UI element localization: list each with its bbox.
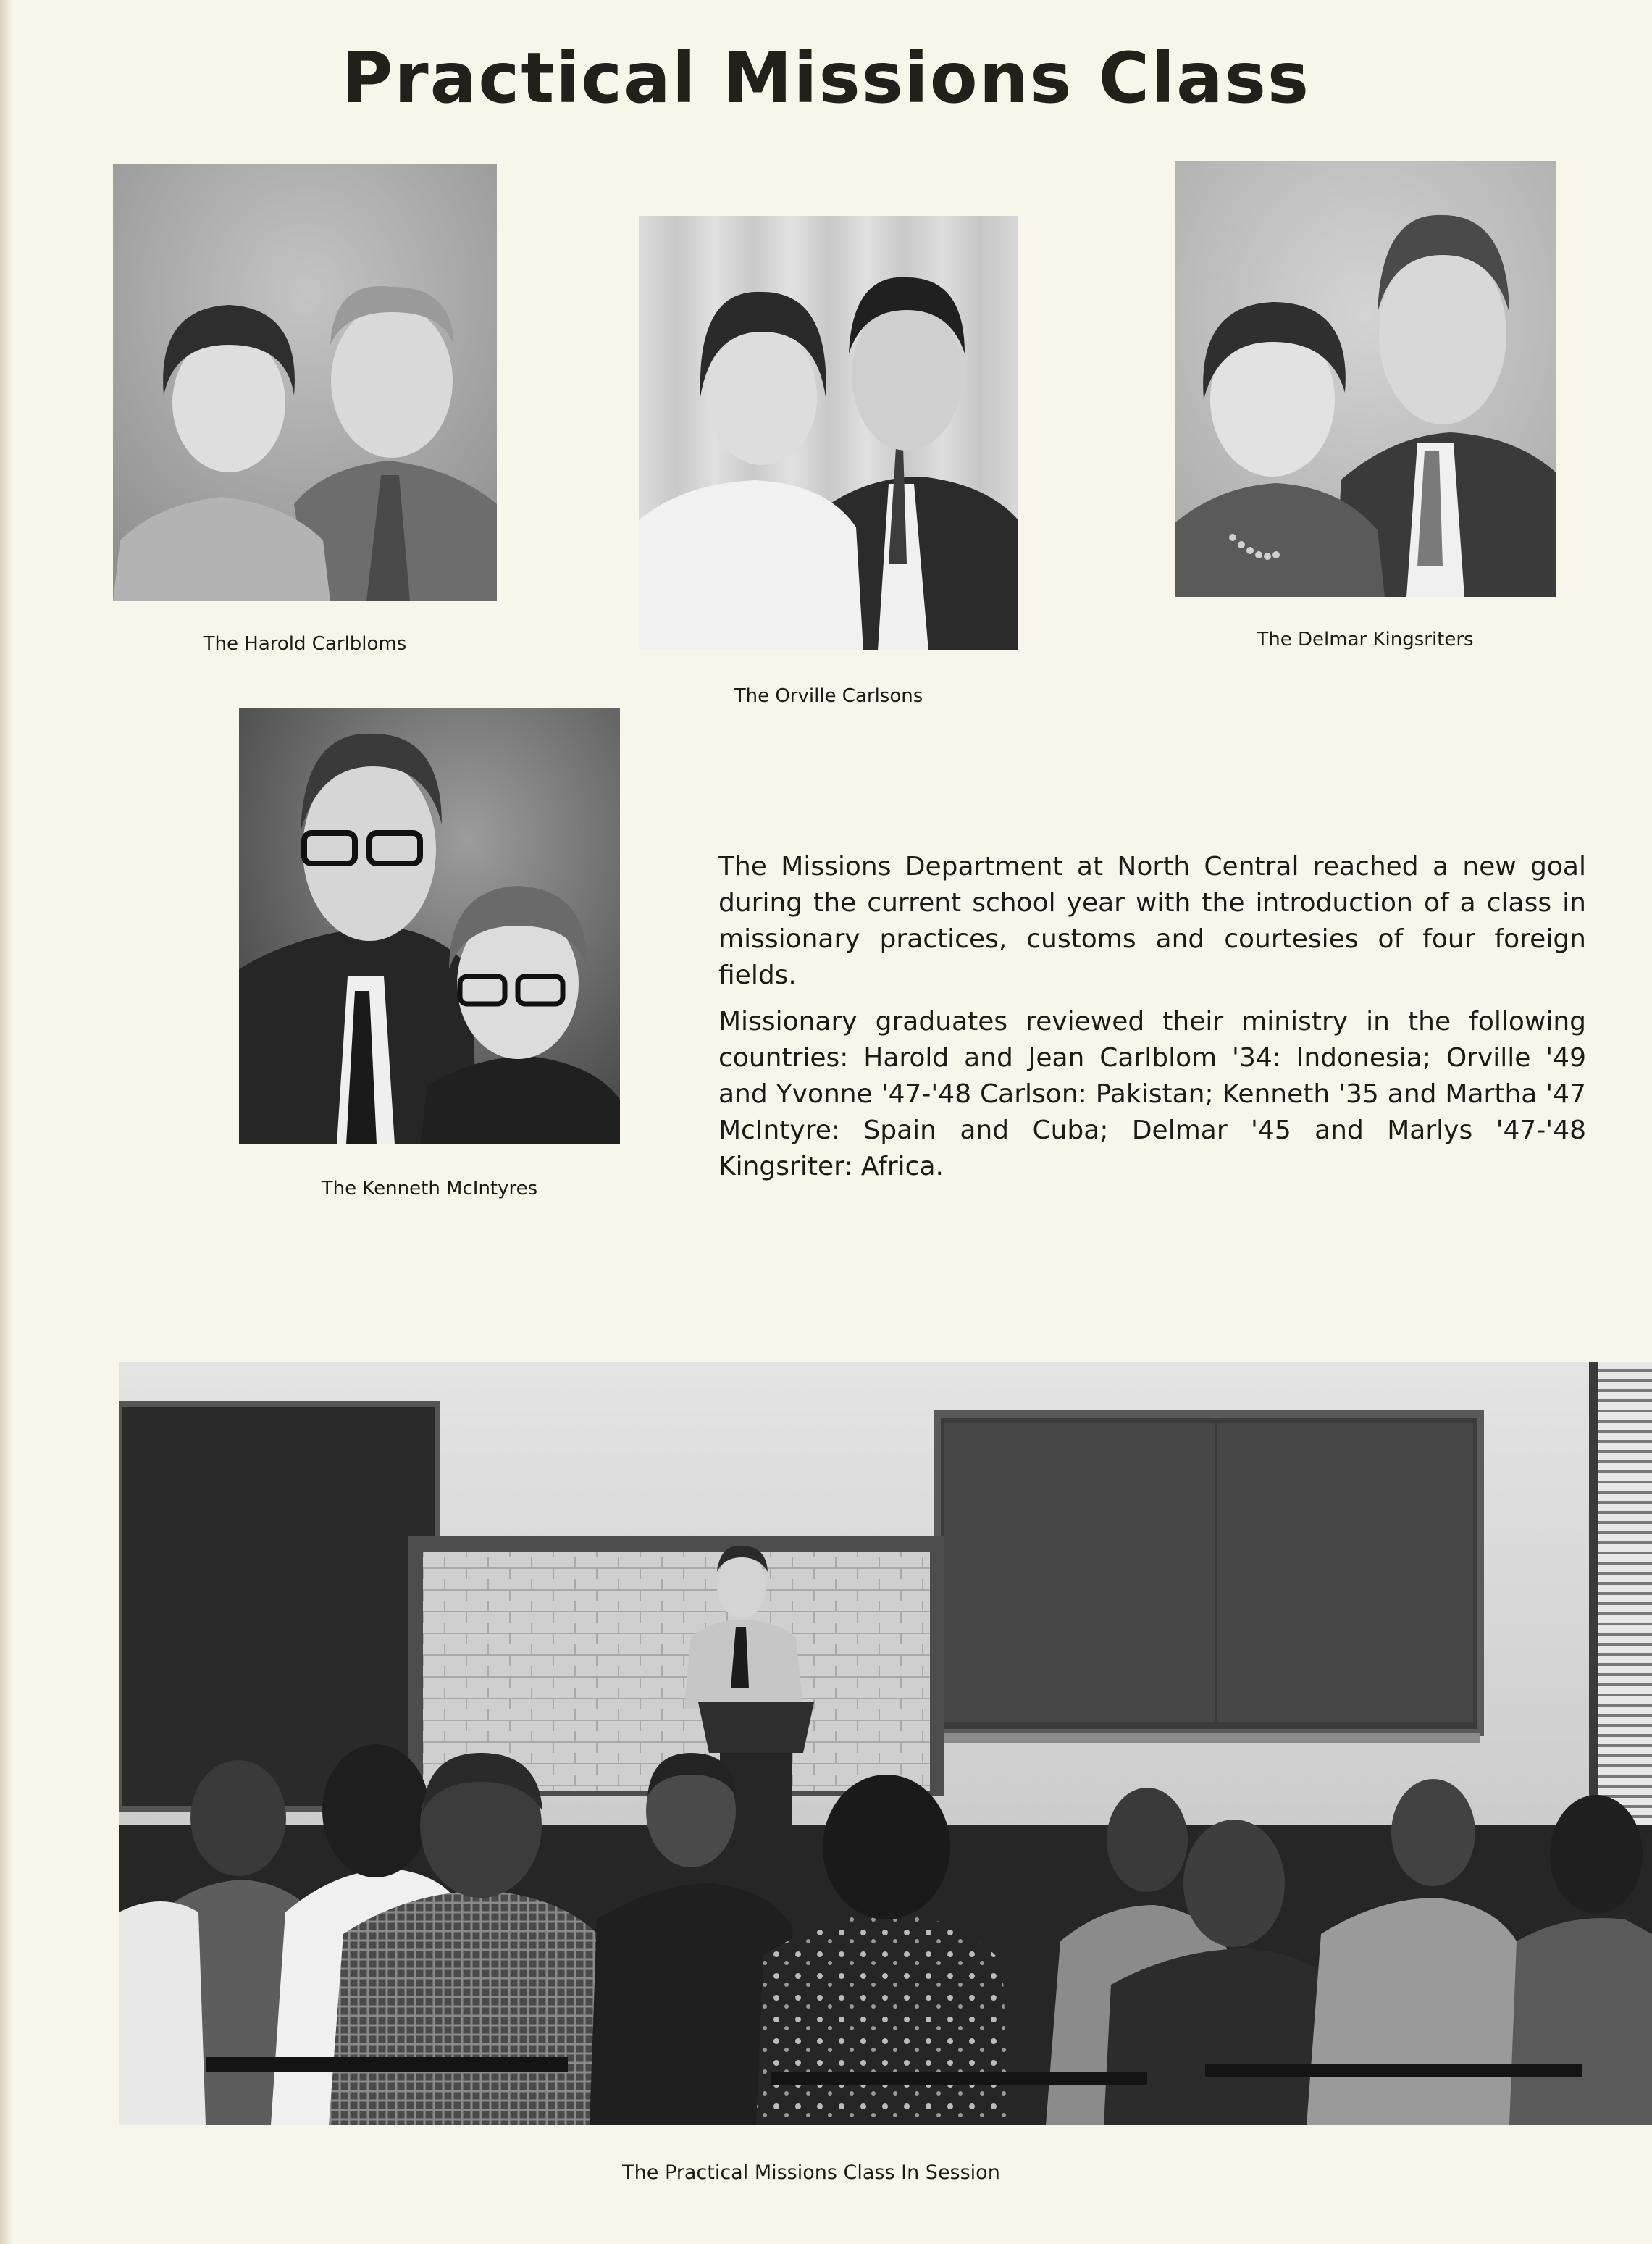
photo-class-in-session: [119, 1362, 1652, 2125]
caption-class-in-session: The Practical Missions Class In Session: [622, 2161, 1000, 2184]
article-text: [718, 849, 1586, 1195]
photo-kenneth-mcintyres: [239, 708, 620, 1144]
article-paragraph: Missionary graduates reviewed their ministry in the following countries: Harold and Jean Carlblom '34: Indonesia; Orville '49 and Yvonne '47-'48 Carlson: Pakistan; Kenneth '35 and Martha '47 McIntyre: Spain and Cuba; Delmar '45 and Marlys '47-'48 Kingsriter: Africa.: [718, 1007, 1586, 1181]
caption-orville-carlsons: The Orville Carlsons: [734, 685, 923, 707]
caption-harold-carlbloms: The Harold Carlbloms: [203, 633, 407, 655]
article-paragraph: The Missions Department at North Central reached a new goal during the current school year with the introduction of a class in missionary practices, customs and courtesies of four foreign fields.: [718, 852, 1586, 990]
caption-kenneth-mcintyres: The Kenneth McIntyres: [321, 1178, 538, 1200]
page-title: Practical Missions Class: [341, 38, 1311, 119]
photo-orville-carlsons: [639, 216, 1018, 650]
binding-edge: [0, 0, 13, 2244]
photo-harold-carlbloms: [113, 164, 497, 601]
caption-delmar-kingsriters: The Delmar Kingsriters: [1257, 629, 1474, 650]
photo-delmar-kingsriters: [1175, 161, 1556, 597]
